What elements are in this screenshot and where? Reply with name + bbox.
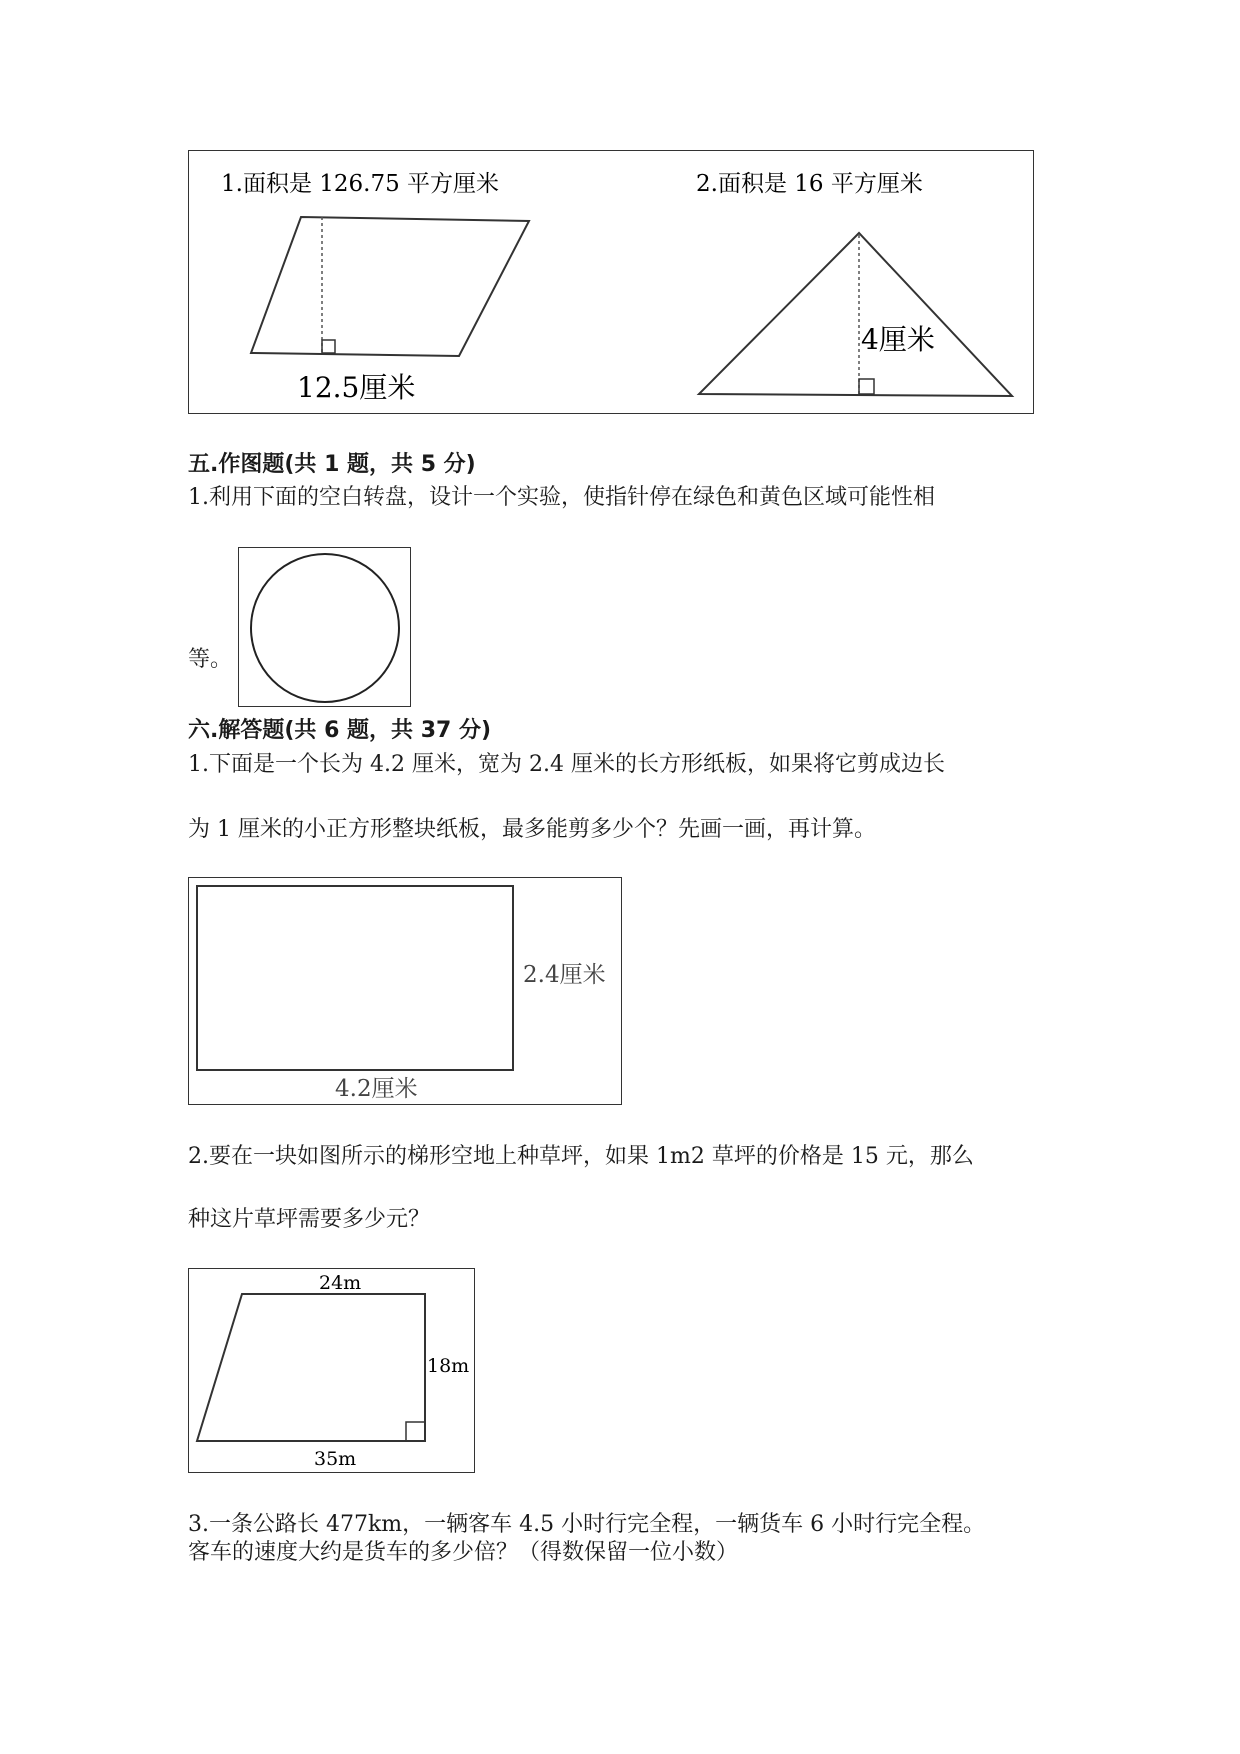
triangle-label: 2.面积是 16 平方厘米 (696, 171, 923, 197)
section-6-question-1: 1.下面是一个长为 4.2 厘米，宽为 2.4 厘米的长方形纸板，如果将它剪成边长 (188, 752, 945, 777)
triangle-shape (699, 233, 1012, 396)
section-6-heading: 六.解答题(共 6 题，共 37 分) (188, 718, 492, 743)
area-figures (189, 151, 1035, 415)
spinner-figure (238, 547, 411, 707)
rectangle-shape (197, 886, 513, 1070)
section-5-question-1-end: 等。 (188, 647, 233, 672)
trapezoid-bottom-label: 35m (314, 1448, 357, 1470)
figure-area-problems (188, 150, 1034, 414)
triangle-right-angle (859, 379, 874, 394)
parallelogram-base-label: 12.5厘米 (297, 371, 416, 404)
rectangle-figure (188, 877, 622, 1105)
rectangle-length-label: 4.2厘米 (335, 1076, 418, 1102)
section-6-question-3: 3.一条公路长 477km，一辆客车 4.5 小时行完全程，一辆货车 6 小时行完全程。 (188, 1512, 986, 1537)
trapezoid-right-angle (406, 1422, 425, 1441)
rectangle-width-label: 2.4厘米 (523, 962, 606, 988)
parallelogram-label: 1.面积是 126.75 平方厘米 (221, 171, 500, 197)
section-5-question-1: 1.利用下面的空白转盘，设计一个实验，使指针停在绿色和黄色区域可能性相 (188, 485, 935, 510)
section-6-question-1-cont: 为 1 厘米的小正方形整块纸板，最多能剪多少个？先画一画，再计算。 (188, 817, 876, 842)
triangle-height-label: 4厘米 (861, 323, 935, 356)
parallelogram-shape (251, 217, 529, 356)
section-6-question-2-cont: 种这片草坪需要多少元？ (188, 1207, 431, 1232)
section-6-question-3-cont: 客车的速度大约是货车的多少倍？（得数保留一位小数） (188, 1540, 739, 1565)
trapezoid-height-label: 18m (427, 1355, 470, 1377)
parallelogram-right-angle (322, 340, 335, 353)
trapezoid-shape (197, 1294, 425, 1441)
section-6-question-2: 2.要在一块如图所示的梯形空地上种草坪，如果 1m2 草坪的价格是 15 元，那么 (188, 1144, 974, 1169)
trapezoid-top-label: 24m (319, 1272, 362, 1294)
section-5-heading: 五.作图题(共 1 题，共 5 分) (188, 452, 476, 477)
trapezoid-figure (188, 1268, 475, 1473)
blank-spinner-circle (251, 554, 399, 702)
